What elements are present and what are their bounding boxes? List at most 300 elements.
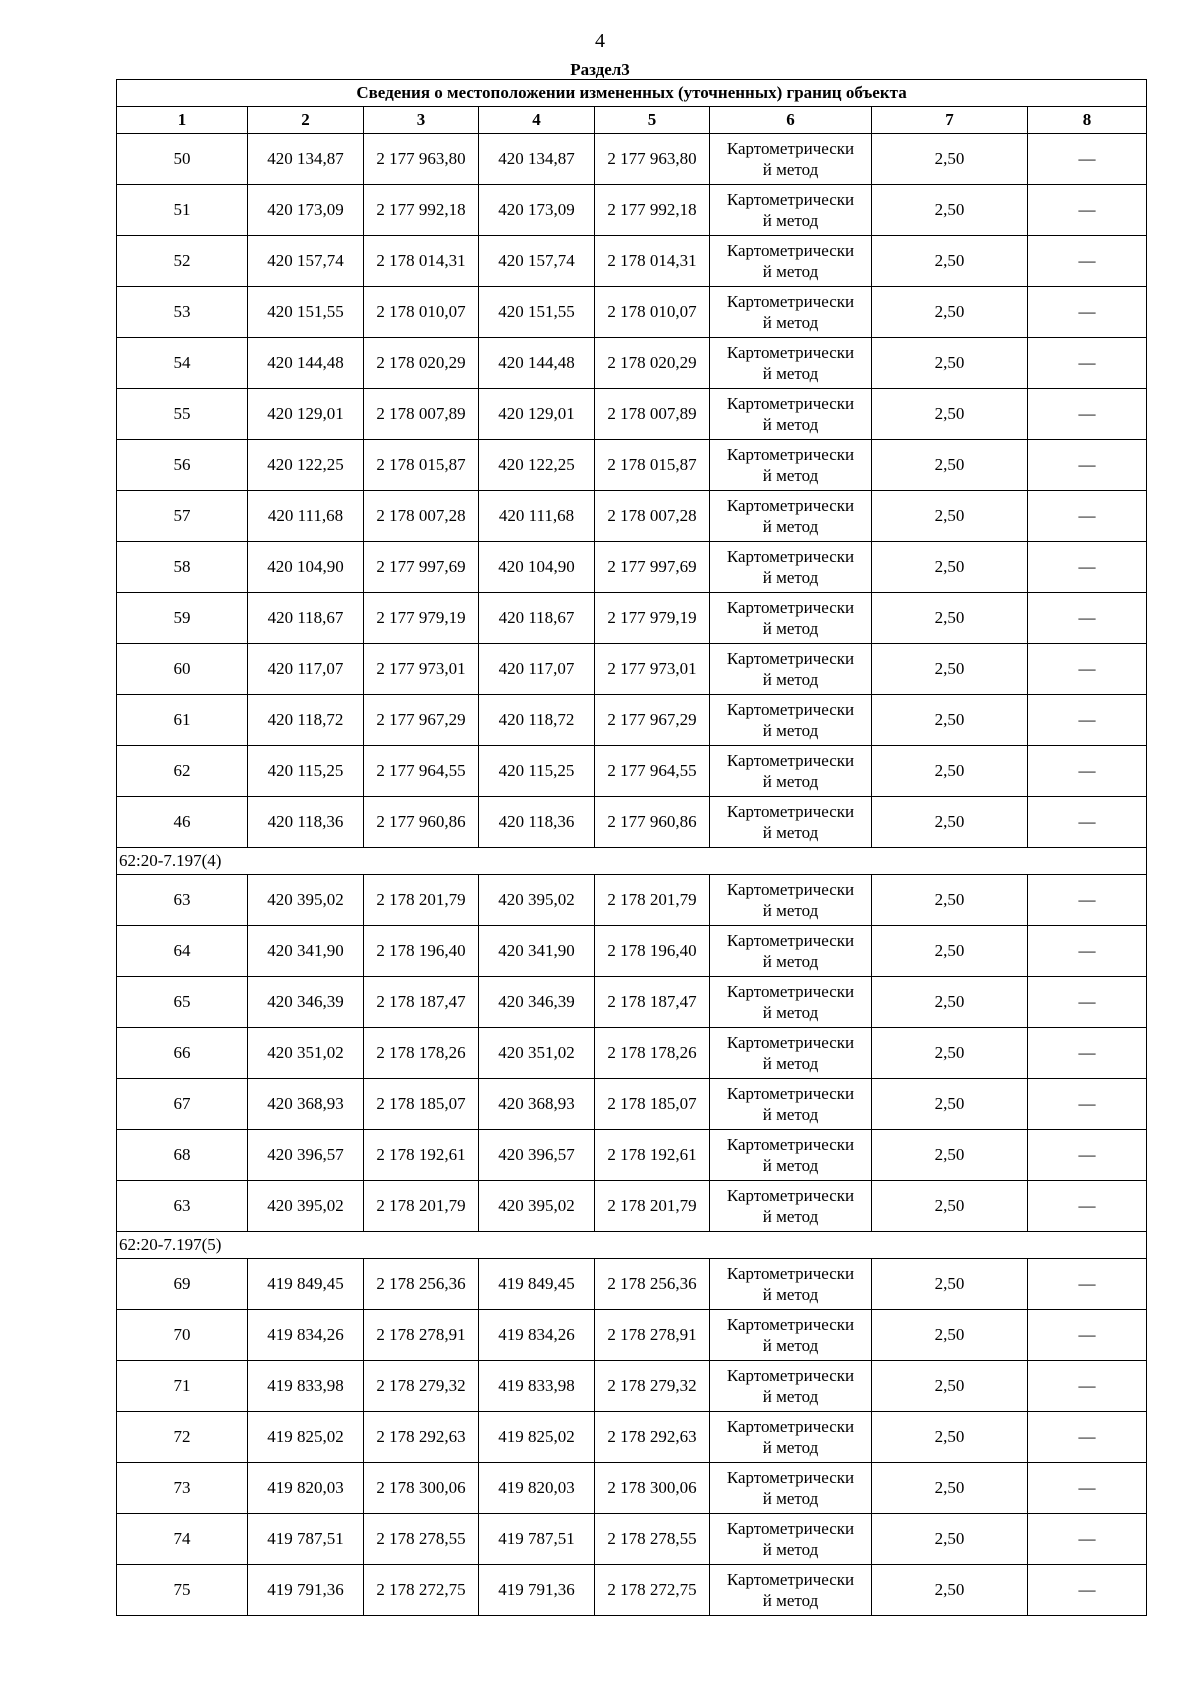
x-coordinate: 420 134,87 <box>248 134 364 185</box>
y-coordinate: 2 178 300,06 <box>364 1463 479 1514</box>
point-number: 60 <box>117 644 248 695</box>
method-line: Картометрически <box>726 139 855 158</box>
y-coordinate: 2 178 292,63 <box>364 1412 479 1463</box>
method <box>710 185 872 236</box>
table-row <box>117 593 1147 644</box>
point-number: 74 <box>117 1514 248 1565</box>
y-coordinate-new: 2 178 278,55 <box>595 1514 710 1565</box>
note: — <box>1028 1361 1147 1412</box>
x-coordinate: 420 346,39 <box>248 977 364 1028</box>
x-coordinate-new: 420 396,57 <box>479 1130 595 1181</box>
note: — <box>1028 1412 1147 1463</box>
point-number: 59 <box>117 593 248 644</box>
point-number: 63 <box>117 875 248 926</box>
x-coordinate: 420 151,55 <box>248 287 364 338</box>
note: — <box>1028 389 1147 440</box>
accuracy: 2,50 <box>872 1412 1028 1463</box>
note: — <box>1028 1565 1147 1616</box>
method-line: й метод <box>762 1054 819 1073</box>
accuracy: 2,50 <box>872 1514 1028 1565</box>
table-row <box>117 1259 1147 1310</box>
method-line: й метод <box>762 1156 819 1175</box>
x-coordinate-new: 419 820,03 <box>479 1463 595 1514</box>
method-line: й метод <box>762 1489 819 1508</box>
y-coordinate-new: 2 178 015,87 <box>595 440 710 491</box>
y-coordinate-new: 2 177 967,29 <box>595 695 710 746</box>
note: — <box>1028 287 1147 338</box>
method-line: й метод <box>762 619 819 638</box>
table-row <box>117 1412 1147 1463</box>
x-coordinate: 420 351,02 <box>248 1028 364 1079</box>
note: — <box>1028 926 1147 977</box>
accuracy: 2,50 <box>872 287 1028 338</box>
accuracy: 2,50 <box>872 1463 1028 1514</box>
y-coordinate-new: 2 177 997,69 <box>595 542 710 593</box>
method-line: Картометрически <box>726 649 855 668</box>
x-coordinate: 420 118,36 <box>248 797 364 848</box>
y-coordinate-new: 2 177 992,18 <box>595 185 710 236</box>
y-coordinate: 2 177 973,01 <box>364 644 479 695</box>
method-line: й метод <box>762 823 819 842</box>
method-line: Картометрически <box>726 1315 855 1334</box>
point-number: 55 <box>117 389 248 440</box>
x-coordinate-new: 420 122,25 <box>479 440 595 491</box>
y-coordinate: 2 177 967,29 <box>364 695 479 746</box>
point-number: 52 <box>117 236 248 287</box>
method-line: й метод <box>762 1285 819 1304</box>
table-row <box>117 542 1147 593</box>
x-coordinate-new: 420 115,25 <box>479 746 595 797</box>
method-line: й метод <box>762 1591 819 1610</box>
method <box>710 542 872 593</box>
accuracy: 2,50 <box>872 797 1028 848</box>
x-coordinate-new: 420 144,48 <box>479 338 595 389</box>
x-coordinate-new: 420 351,02 <box>479 1028 595 1079</box>
method <box>710 1130 872 1181</box>
method-line: Картометрически <box>726 700 855 719</box>
x-coordinate: 420 144,48 <box>248 338 364 389</box>
accuracy: 2,50 <box>872 491 1028 542</box>
accuracy: 2,50 <box>872 875 1028 926</box>
method-line: Картометрически <box>726 394 855 413</box>
method-line: Картометрически <box>726 1468 855 1487</box>
x-coordinate: 420 117,07 <box>248 644 364 695</box>
method-line: й метод <box>762 901 819 920</box>
point-number: 46 <box>117 797 248 848</box>
x-coordinate-new: 419 825,02 <box>479 1412 595 1463</box>
method-line: й метод <box>762 670 819 689</box>
table-row <box>117 287 1147 338</box>
note: — <box>1028 644 1147 695</box>
method-line: й метод <box>762 211 819 230</box>
method-line: Картометрически <box>726 190 855 209</box>
method <box>710 1463 872 1514</box>
method <box>710 875 872 926</box>
table-row <box>117 1079 1147 1130</box>
y-coordinate: 2 178 201,79 <box>364 875 479 926</box>
accuracy: 2,50 <box>872 542 1028 593</box>
y-coordinate: 2 178 196,40 <box>364 926 479 977</box>
method <box>710 1361 872 1412</box>
y-coordinate: 2 178 278,55 <box>364 1514 479 1565</box>
accuracy: 2,50 <box>872 1079 1028 1130</box>
point-number: 54 <box>117 338 248 389</box>
y-coordinate: 2 178 272,75 <box>364 1565 479 1616</box>
method-line: Картометрически <box>726 547 855 566</box>
x-coordinate: 419 791,36 <box>248 1565 364 1616</box>
y-coordinate-new: 2 178 020,29 <box>595 338 710 389</box>
method-line: Картометрически <box>726 880 855 899</box>
method-line: Картометрически <box>726 982 855 1001</box>
method <box>710 797 872 848</box>
y-coordinate-new: 2 177 963,80 <box>595 134 710 185</box>
note: — <box>1028 1259 1147 1310</box>
x-coordinate-new: 420 118,67 <box>479 593 595 644</box>
x-coordinate-new: 419 833,98 <box>479 1361 595 1412</box>
y-coordinate: 2 178 178,26 <box>364 1028 479 1079</box>
y-coordinate-new: 2 177 960,86 <box>595 797 710 848</box>
page-number: 4 <box>595 30 605 52</box>
method-line: й метод <box>762 364 819 383</box>
method-line: й метод <box>762 415 819 434</box>
method-line: й метод <box>762 1387 819 1406</box>
method-line: Картометрически <box>726 1084 855 1103</box>
point-number: 51 <box>117 185 248 236</box>
y-coordinate: 2 178 256,36 <box>364 1259 479 1310</box>
table-row <box>117 1028 1147 1079</box>
method <box>710 977 872 1028</box>
x-coordinate: 420 122,25 <box>248 440 364 491</box>
y-coordinate: 2 178 201,79 <box>364 1181 479 1232</box>
method <box>710 1259 872 1310</box>
table-row <box>117 1310 1147 1361</box>
accuracy: 2,50 <box>872 1361 1028 1412</box>
method-line: й метод <box>762 1105 819 1124</box>
point-number: 72 <box>117 1412 248 1463</box>
x-coordinate: 419 849,45 <box>248 1259 364 1310</box>
x-coordinate-new: 420 151,55 <box>479 287 595 338</box>
method-line: Картометрически <box>726 1570 855 1589</box>
x-coordinate: 420 395,02 <box>248 1181 364 1232</box>
x-coordinate: 420 115,25 <box>248 746 364 797</box>
y-coordinate-new: 2 178 007,89 <box>595 389 710 440</box>
method <box>710 338 872 389</box>
column-header: 7 <box>872 107 1028 134</box>
table-row <box>117 236 1147 287</box>
group-row <box>117 848 1147 875</box>
table-row <box>117 1565 1147 1616</box>
y-coordinate-new: 2 178 201,79 <box>595 875 710 926</box>
note: — <box>1028 695 1147 746</box>
method-line: Картометрически <box>726 802 855 821</box>
accuracy: 2,50 <box>872 695 1028 746</box>
column-header: 2 <box>248 107 364 134</box>
method <box>710 1181 872 1232</box>
y-coordinate-new: 2 178 014,31 <box>595 236 710 287</box>
table-row <box>117 1181 1147 1232</box>
point-number: 61 <box>117 695 248 746</box>
table-row <box>117 185 1147 236</box>
x-coordinate-new: 419 791,36 <box>479 1565 595 1616</box>
group-label: 62:20-7.197(4) <box>117 848 1147 875</box>
y-coordinate: 2 178 279,32 <box>364 1361 479 1412</box>
x-coordinate: 419 787,51 <box>248 1514 364 1565</box>
accuracy: 2,50 <box>872 389 1028 440</box>
x-coordinate-new: 420 111,68 <box>479 491 595 542</box>
table-row <box>117 746 1147 797</box>
method-line: й метод <box>762 262 819 281</box>
column-header: 3 <box>364 107 479 134</box>
method-line: й метод <box>762 313 819 332</box>
x-coordinate-new: 420 104,90 <box>479 542 595 593</box>
table-row <box>117 440 1147 491</box>
point-number: 64 <box>117 926 248 977</box>
x-coordinate: 420 118,67 <box>248 593 364 644</box>
note: — <box>1028 1130 1147 1181</box>
note: — <box>1028 977 1147 1028</box>
accuracy: 2,50 <box>872 644 1028 695</box>
y-coordinate-new: 2 178 196,40 <box>595 926 710 977</box>
y-coordinate: 2 177 992,18 <box>364 185 479 236</box>
method <box>710 695 872 746</box>
table-row <box>117 1361 1147 1412</box>
x-coordinate-new: 419 787,51 <box>479 1514 595 1565</box>
method-line: Картометрически <box>726 343 855 362</box>
point-number: 53 <box>117 287 248 338</box>
note: — <box>1028 1514 1147 1565</box>
method-line: й метод <box>762 721 819 740</box>
x-coordinate-new: 420 395,02 <box>479 1181 595 1232</box>
group-label: 62:20-7.197(5) <box>117 1232 1147 1259</box>
method-line: й метод <box>762 568 819 587</box>
method-line: й метод <box>762 1003 819 1022</box>
group-row <box>117 1232 1147 1259</box>
column-header: 5 <box>595 107 710 134</box>
x-coordinate: 420 341,90 <box>248 926 364 977</box>
y-coordinate: 2 178 007,89 <box>364 389 479 440</box>
x-coordinate-new: 420 134,87 <box>479 134 595 185</box>
table-row <box>117 644 1147 695</box>
accuracy: 2,50 <box>872 236 1028 287</box>
table-row <box>117 338 1147 389</box>
y-coordinate: 2 177 960,86 <box>364 797 479 848</box>
point-number: 70 <box>117 1310 248 1361</box>
accuracy: 2,50 <box>872 926 1028 977</box>
table-caption: Сведения о местоположении измененных (уточненных) границ объекта <box>117 80 1147 107</box>
y-coordinate: 2 177 963,80 <box>364 134 479 185</box>
point-number: 58 <box>117 542 248 593</box>
x-coordinate-new: 420 341,90 <box>479 926 595 977</box>
note: — <box>1028 185 1147 236</box>
x-coordinate-new: 419 849,45 <box>479 1259 595 1310</box>
note: — <box>1028 491 1147 542</box>
column-header: 4 <box>479 107 595 134</box>
point-number: 66 <box>117 1028 248 1079</box>
note: — <box>1028 746 1147 797</box>
method <box>710 1028 872 1079</box>
accuracy: 2,50 <box>872 1028 1028 1079</box>
y-coordinate-new: 2 178 192,61 <box>595 1130 710 1181</box>
x-coordinate: 420 104,90 <box>248 542 364 593</box>
method <box>710 1079 872 1130</box>
y-coordinate-new: 2 178 185,07 <box>595 1079 710 1130</box>
note: — <box>1028 338 1147 389</box>
column-header: 6 <box>710 107 872 134</box>
accuracy: 2,50 <box>872 338 1028 389</box>
x-coordinate: 420 395,02 <box>248 875 364 926</box>
note: — <box>1028 797 1147 848</box>
point-number: 50 <box>117 134 248 185</box>
accuracy: 2,50 <box>872 185 1028 236</box>
column-header: 1 <box>117 107 248 134</box>
y-coordinate: 2 178 014,31 <box>364 236 479 287</box>
method <box>710 287 872 338</box>
x-coordinate: 420 111,68 <box>248 491 364 542</box>
y-coordinate-new: 2 178 007,28 <box>595 491 710 542</box>
y-coordinate-new: 2 178 300,06 <box>595 1463 710 1514</box>
method-line: й метод <box>762 1540 819 1559</box>
method <box>710 1412 872 1463</box>
point-number: 57 <box>117 491 248 542</box>
y-coordinate: 2 178 187,47 <box>364 977 479 1028</box>
accuracy: 2,50 <box>872 1181 1028 1232</box>
note: — <box>1028 440 1147 491</box>
method <box>710 1514 872 1565</box>
x-coordinate-new: 420 157,74 <box>479 236 595 287</box>
method-line: Картометрически <box>726 1135 855 1154</box>
x-coordinate: 419 834,26 <box>248 1310 364 1361</box>
y-coordinate: 2 178 278,91 <box>364 1310 479 1361</box>
y-coordinate: 2 178 007,28 <box>364 491 479 542</box>
accuracy: 2,50 <box>872 977 1028 1028</box>
y-coordinate-new: 2 178 279,32 <box>595 1361 710 1412</box>
x-coordinate-new: 420 129,01 <box>479 389 595 440</box>
accuracy: 2,50 <box>872 440 1028 491</box>
y-coordinate-new: 2 177 979,19 <box>595 593 710 644</box>
accuracy: 2,50 <box>872 1565 1028 1616</box>
method <box>710 926 872 977</box>
accuracy: 2,50 <box>872 134 1028 185</box>
y-coordinate: 2 177 979,19 <box>364 593 479 644</box>
method-line: й метод <box>762 517 819 536</box>
method <box>710 644 872 695</box>
method-line: й метод <box>762 1336 819 1355</box>
point-number: 65 <box>117 977 248 1028</box>
method-line: Картометрически <box>726 241 855 260</box>
x-coordinate-new: 420 118,72 <box>479 695 595 746</box>
table-row <box>117 491 1147 542</box>
table-row <box>117 1463 1147 1514</box>
method-line: Картометрически <box>726 1366 855 1385</box>
y-coordinate: 2 178 020,29 <box>364 338 479 389</box>
x-coordinate-new: 420 346,39 <box>479 977 595 1028</box>
table-row <box>117 134 1147 185</box>
method-line: Картометрически <box>726 931 855 950</box>
method-line: Картометрически <box>726 1417 855 1436</box>
method-line: Картометрически <box>726 496 855 515</box>
x-coordinate: 419 825,02 <box>248 1412 364 1463</box>
y-coordinate-new: 2 178 292,63 <box>595 1412 710 1463</box>
accuracy: 2,50 <box>872 1130 1028 1181</box>
method <box>710 1310 872 1361</box>
x-coordinate: 420 129,01 <box>248 389 364 440</box>
point-number: 56 <box>117 440 248 491</box>
accuracy: 2,50 <box>872 1259 1028 1310</box>
x-coordinate: 420 157,74 <box>248 236 364 287</box>
point-number: 71 <box>117 1361 248 1412</box>
note: — <box>1028 1463 1147 1514</box>
point-number: 62 <box>117 746 248 797</box>
table-row <box>117 389 1147 440</box>
column-header: 8 <box>1028 107 1147 134</box>
table-row <box>117 875 1147 926</box>
x-coordinate: 420 396,57 <box>248 1130 364 1181</box>
method-line: й метод <box>762 466 819 485</box>
method-line: й метод <box>762 772 819 791</box>
accuracy: 2,50 <box>872 593 1028 644</box>
method-line: Картометрически <box>726 1186 855 1205</box>
note: — <box>1028 1310 1147 1361</box>
method <box>710 236 872 287</box>
y-coordinate: 2 177 997,69 <box>364 542 479 593</box>
method-line: Картометрически <box>726 751 855 770</box>
method <box>710 389 872 440</box>
note: — <box>1028 1028 1147 1079</box>
method-line: й метод <box>762 1438 819 1457</box>
note: — <box>1028 593 1147 644</box>
point-number: 67 <box>117 1079 248 1130</box>
y-coordinate-new: 2 178 178,26 <box>595 1028 710 1079</box>
y-coordinate-new: 2 178 278,91 <box>595 1310 710 1361</box>
table-row <box>117 1130 1147 1181</box>
x-coordinate-new: 420 117,07 <box>479 644 595 695</box>
note: — <box>1028 875 1147 926</box>
point-number: 75 <box>117 1565 248 1616</box>
method-line: й метод <box>762 952 819 971</box>
method-line: Картометрически <box>726 292 855 311</box>
method-line: Картометрически <box>726 1519 855 1538</box>
table-row <box>117 797 1147 848</box>
note: — <box>1028 134 1147 185</box>
method <box>710 746 872 797</box>
x-coordinate: 419 820,03 <box>248 1463 364 1514</box>
note: — <box>1028 1079 1147 1130</box>
y-coordinate-new: 2 178 256,36 <box>595 1259 710 1310</box>
x-coordinate: 420 118,72 <box>248 695 364 746</box>
method-line: Картометрически <box>726 1033 855 1052</box>
method <box>710 134 872 185</box>
point-number: 73 <box>117 1463 248 1514</box>
table-row <box>117 977 1147 1028</box>
y-coordinate-new: 2 178 201,79 <box>595 1181 710 1232</box>
point-number: 69 <box>117 1259 248 1310</box>
method-line: Картометрически <box>726 1264 855 1283</box>
x-coordinate: 420 173,09 <box>248 185 364 236</box>
x-coordinate-new: 420 368,93 <box>479 1079 595 1130</box>
point-number: 68 <box>117 1130 248 1181</box>
y-coordinate-new: 2 177 964,55 <box>595 746 710 797</box>
table-row <box>117 695 1147 746</box>
y-coordinate: 2 178 010,07 <box>364 287 479 338</box>
y-coordinate-new: 2 177 973,01 <box>595 644 710 695</box>
x-coordinate: 420 368,93 <box>248 1079 364 1130</box>
method-line: й метод <box>762 160 819 179</box>
y-coordinate-new: 2 178 187,47 <box>595 977 710 1028</box>
method-line: Картометрически <box>726 598 855 617</box>
boundary-coordinates-table <box>116 79 1147 1616</box>
method-line: й метод <box>762 1207 819 1226</box>
accuracy: 2,50 <box>872 1310 1028 1361</box>
